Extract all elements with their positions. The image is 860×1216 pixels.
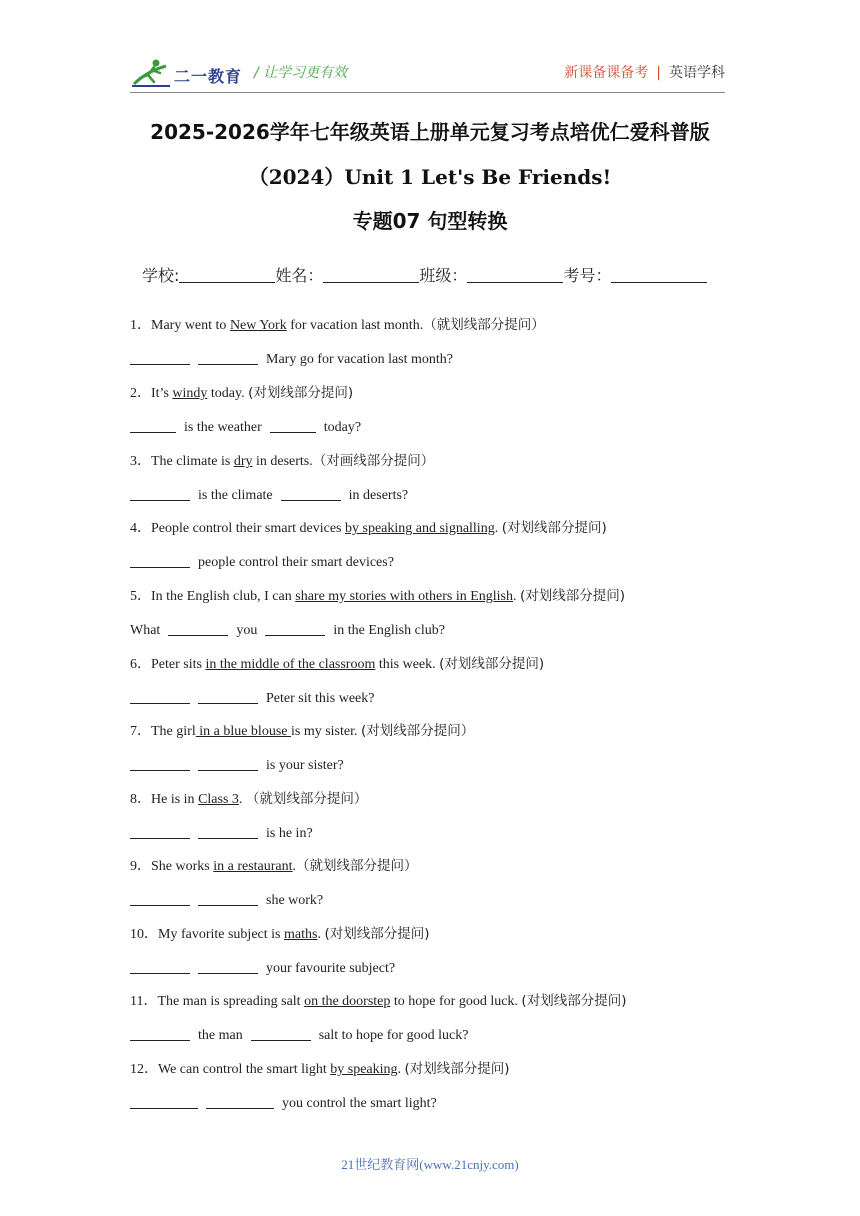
page-subtitle: （2024）Unit 1 Let's Be Friends! xyxy=(248,165,612,189)
question-text: He is in xyxy=(151,792,199,807)
instruction-note: (对划线部分提问) xyxy=(501,520,607,536)
question-number: 3． xyxy=(130,454,151,469)
instruction-note: (对划线部分提问） xyxy=(361,723,475,739)
question-text: My favorite subject is xyxy=(158,927,284,942)
question-number: 2． xyxy=(130,386,151,401)
answer-text: What xyxy=(130,623,161,638)
question-number: 11． xyxy=(130,994,158,1009)
answer-text: people control their smart devices? xyxy=(198,555,394,570)
answer-text: today? xyxy=(323,420,362,435)
name-blank[interactable] xyxy=(323,266,419,283)
question-number: 8． xyxy=(130,792,151,807)
question-number: 4． xyxy=(130,521,151,536)
question-9 xyxy=(130,857,418,876)
answer-blank[interactable] xyxy=(281,486,341,501)
question-number: 10． xyxy=(130,927,158,942)
question-number: 7． xyxy=(130,724,151,739)
question-text: . xyxy=(317,927,325,942)
name-label: 姓名： xyxy=(275,266,324,285)
underlined-part: windy xyxy=(172,386,208,401)
question-text: for vacation last month. xyxy=(286,318,424,333)
answer-text: she work? xyxy=(266,893,324,908)
answer-11 xyxy=(130,1026,468,1045)
answer-9 xyxy=(130,891,323,910)
answer-text: salt to hope for good luck? xyxy=(318,1028,469,1043)
question-text: . xyxy=(292,859,297,874)
topic-title: 专题07 句型转换 xyxy=(352,209,508,233)
answer-blank[interactable] xyxy=(270,418,316,433)
answer-blank[interactable] xyxy=(198,824,258,839)
question-text: Peter sits xyxy=(151,657,206,672)
answer-blank[interactable] xyxy=(130,553,190,568)
question-text: is my sister. xyxy=(290,724,361,739)
answer-blank[interactable] xyxy=(251,1026,311,1041)
question-text: She works xyxy=(151,859,214,874)
instruction-note: （就划线部分提问） xyxy=(245,791,368,807)
answer-text: the man xyxy=(198,1028,243,1043)
question-text: . xyxy=(513,589,521,604)
answer-blank[interactable] xyxy=(198,689,258,704)
answer-text: your favourite subject? xyxy=(266,961,396,976)
answer-text: is he in? xyxy=(266,826,313,841)
answer-text: Mary go for vacation last month? xyxy=(266,352,454,367)
answer-blank[interactable] xyxy=(130,959,190,974)
answer-blank[interactable] xyxy=(168,621,228,636)
answer-text: Peter sit this week? xyxy=(266,691,375,706)
question-text: The climate is xyxy=(151,454,234,469)
answer-blank[interactable] xyxy=(198,959,258,974)
question-text: this week. xyxy=(375,657,440,672)
instruction-note: (对划线部分提问) xyxy=(521,993,627,1009)
question-6 xyxy=(130,655,544,674)
header-subject xyxy=(564,62,725,82)
question-text: We can control the smart light xyxy=(158,1062,331,1077)
answer-blank[interactable] xyxy=(198,891,258,906)
answer-blank[interactable] xyxy=(130,486,190,501)
underlined-part: in a restaurant xyxy=(213,859,293,874)
question-number: 6． xyxy=(130,657,151,672)
instruction-note: （就划线部分提问） xyxy=(296,858,418,874)
question-number: 12． xyxy=(130,1062,158,1077)
school-label: 学校: xyxy=(142,266,180,285)
question-11 xyxy=(130,992,626,1011)
school-blank[interactable] xyxy=(179,266,275,283)
question-text: People control their smart devices xyxy=(151,521,345,536)
question-3 xyxy=(130,452,434,471)
underlined-part: in the middle of the classroom xyxy=(205,657,376,672)
question-text: Mary went to xyxy=(151,318,230,333)
answer-blank[interactable] xyxy=(130,824,190,839)
slogan: / 让学习更有效 xyxy=(254,65,348,81)
question-text: . xyxy=(238,792,246,807)
question-12 xyxy=(130,1060,510,1079)
answer-text: in the English club? xyxy=(333,623,445,638)
page-title: 2025-2026学年七年级英语上册单元复习考点培优仁爱科普版 xyxy=(150,120,710,144)
instruction-note: (对划线部分提问) xyxy=(404,1061,510,1077)
question-text: in deserts. xyxy=(252,454,313,469)
question-number: 5． xyxy=(130,589,151,604)
question-8 xyxy=(130,790,367,809)
underlined-part: on the doorstep xyxy=(304,994,391,1009)
exam-no-label: 考号： xyxy=(563,266,612,285)
question-4 xyxy=(130,519,607,538)
answer-text: you control the smart light? xyxy=(282,1096,437,1111)
answer-8 xyxy=(130,824,313,843)
answer-3 xyxy=(130,486,408,505)
class-blank[interactable] xyxy=(467,266,563,283)
answer-blank[interactable] xyxy=(130,1094,198,1109)
answer-blank[interactable] xyxy=(206,1094,274,1109)
answer-5 xyxy=(130,621,445,640)
underlined-part: by speaking and signalling xyxy=(345,521,495,536)
question-text: . xyxy=(397,1062,405,1077)
instruction-note: （就划线部分提问） xyxy=(423,317,545,333)
page-footer: 21世纪教育网(www.21cnjy.com) xyxy=(341,1157,519,1172)
question-text: It’s xyxy=(151,386,173,401)
question-1 xyxy=(130,316,545,335)
logo-text: 二一教育 xyxy=(174,67,243,86)
answer-4 xyxy=(130,553,394,572)
class-label: 班级： xyxy=(419,266,468,285)
exam-no-blank[interactable] xyxy=(611,266,707,283)
answer-blank[interactable] xyxy=(198,756,258,771)
answer-text: is the climate xyxy=(198,488,273,503)
question-number: 9． xyxy=(130,859,151,874)
header-course-label: 新课备课备考 xyxy=(564,65,649,81)
header-subject-label: 英语学科 xyxy=(669,65,725,81)
answer-1 xyxy=(130,350,453,369)
answer-blank[interactable] xyxy=(130,689,190,704)
instruction-note: (对划线部分提问) xyxy=(248,385,354,401)
underlined-part: Class 3 xyxy=(198,792,239,807)
question-7 xyxy=(130,722,474,741)
answer-blank[interactable] xyxy=(130,1026,190,1041)
underlined-part: by speaking xyxy=(330,1062,398,1077)
question-2 xyxy=(130,384,353,403)
underlined-part: share my stories with others in English xyxy=(295,589,514,604)
question-5 xyxy=(130,587,625,606)
page-header xyxy=(130,56,725,92)
question-text: In the English club, I can xyxy=(151,589,296,604)
instruction-note: （对画线部分提问） xyxy=(312,453,435,469)
instruction-note: (对划线部分提问) xyxy=(324,926,430,942)
answer-text: in deserts? xyxy=(348,488,409,503)
answer-blank[interactable] xyxy=(130,891,190,906)
answer-blank[interactable] xyxy=(130,418,176,433)
question-text: The man is spreading salt xyxy=(157,994,305,1009)
answer-text: is the weather xyxy=(184,420,262,435)
instruction-note: (对划线部分提问) xyxy=(439,656,545,672)
answer-text: you xyxy=(236,623,258,638)
header-divider xyxy=(130,92,725,93)
answer-blank[interactable] xyxy=(198,350,258,365)
answer-10 xyxy=(130,959,395,978)
answer-6 xyxy=(130,689,374,708)
question-text: . xyxy=(494,521,502,536)
student-info xyxy=(142,263,707,286)
answer-blank[interactable] xyxy=(265,621,325,636)
question-number: 1． xyxy=(130,318,151,333)
question-text: to hope for good luck. xyxy=(390,994,522,1009)
answer-7 xyxy=(130,756,344,775)
instruction-note: (对划线部分提问) xyxy=(520,588,626,604)
answer-2 xyxy=(130,418,361,437)
answer-12 xyxy=(130,1094,437,1113)
question-10 xyxy=(130,925,429,944)
underlined-part: dry xyxy=(233,454,253,469)
answer-text: is your sister? xyxy=(266,758,344,773)
question-text: today. xyxy=(207,386,249,401)
underlined-part: maths xyxy=(283,927,318,942)
underlined-part: in a blue blouse xyxy=(195,724,291,739)
answer-blank[interactable] xyxy=(130,350,190,365)
underlined-part: New York xyxy=(229,318,287,333)
question-text: The girl xyxy=(151,724,196,739)
header-separator: | xyxy=(656,65,661,81)
answer-blank[interactable] xyxy=(130,756,190,771)
